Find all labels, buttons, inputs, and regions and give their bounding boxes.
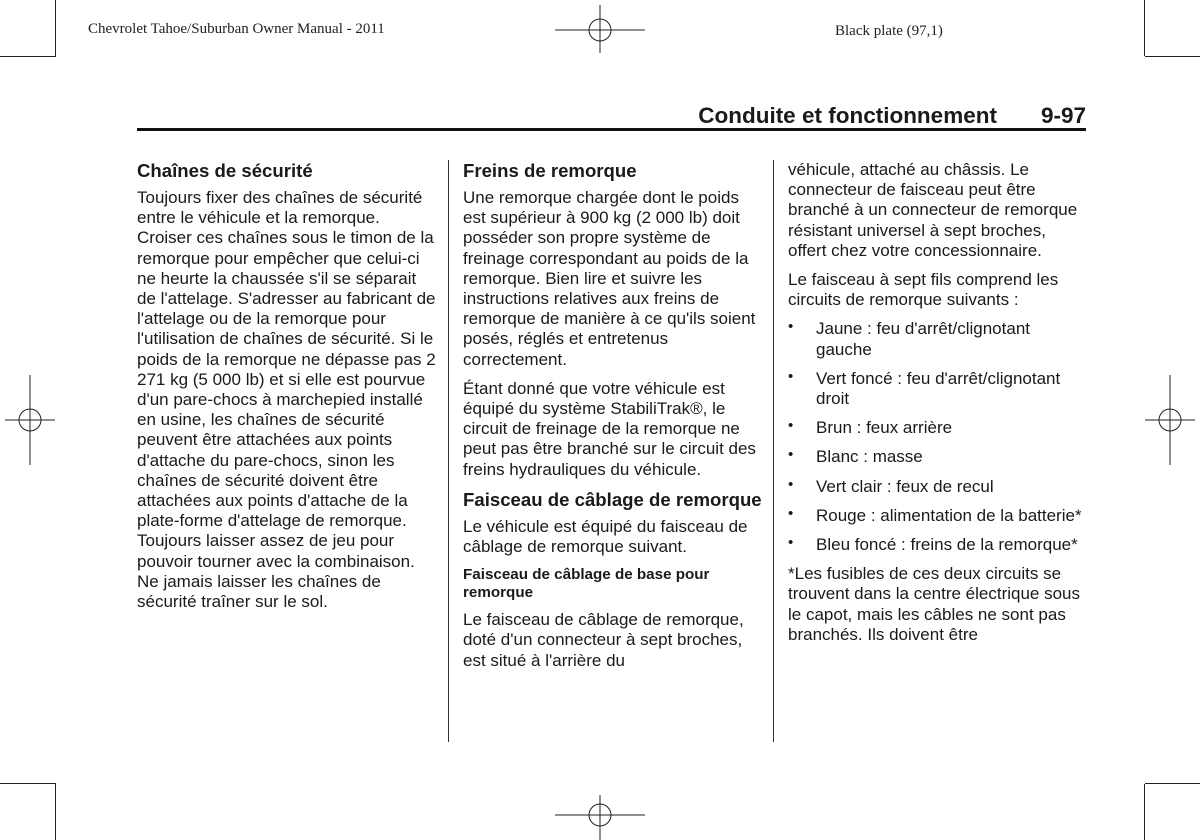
paragraph: Toujours fixer des chaînes de sécurité entre le véhicule et la remorque. Croiser ces chaînes sous le timon de la remorque pour empêcher que celui-ci ne heurte la chaussée s'il se séparait de l'attelage. S'adresser au fabricant de l'attelage ou de la remorque pour l'utilisation de chaînes de sécurité. Si le poids de la remorque ne dépasse pas 2 271 kg (5 000 lb) et si elle est pourvue d'un pare-chocs à marchepied installé en usine, les chaînes de sécurité peuvent être attachées aux points d'attache du pare-chocs, sinon les chaînes de sécurité doivent être attachées aux points d'attache de la plate-forme d'attelage de remorque. Toujours laisser assez de jeu pour pouvoir tourner avec la combinaison. Ne jamais laisser les chaînes de sécurité traîner sur le sol. [137, 188, 436, 612]
column-2 [463, 160, 763, 680]
registration-mark-icon [1145, 375, 1195, 465]
section-title: Conduite et fonctionnement [698, 103, 997, 128]
registration-mark-icon [555, 795, 645, 840]
page-number: 9-97 [1040, 103, 1086, 128]
list-item: • Bleu foncé : freins de la remorque* [788, 535, 1088, 555]
crop-mark [1144, 784, 1145, 840]
paragraph: véhicule, attaché au châssis. Le connecteur de faisceau peut être branché à un connecteur de remorque résistant universel à sept broches, offert chez votre concessionnaire. [788, 160, 1078, 260]
heading-trailer-brakes: Freins de remorque [463, 160, 637, 181]
crop-mark [1144, 0, 1145, 56]
manual-title: Chevrolet Tahoe/Suburban Owner Manual - 2011 [88, 21, 385, 37]
registration-mark-icon [555, 5, 645, 53]
heading-safety-chains: Chaînes de sécurité [137, 160, 313, 181]
list-item: • Blanc : masse [788, 447, 1088, 467]
page-header [650, 103, 1086, 129]
column-3 [788, 160, 1088, 654]
list-item: • Vert clair : feux de recul [788, 477, 1088, 497]
list-item: • Brun : feux arrière [788, 418, 1088, 438]
registration-mark-icon [5, 375, 55, 465]
list-item: • Rouge : alimentation de la batterie* [788, 506, 1088, 526]
paragraph: Une remorque chargée dont le poids est supérieur à 900 kg (2 000 lb) doit posséder son propre système de freinage correspondant au poids de la remorque. Bien lire et suivre les instructions relatives aux freins de remorque de manière à ce qu'ils soient posés, réglés et entretenus correctement. [463, 188, 756, 369]
crop-mark [0, 56, 56, 57]
column-divider [773, 160, 774, 742]
paragraph: Le faisceau à sept fils comprend les circuits de remorque suivants : [788, 270, 1059, 310]
header-rule [137, 128, 1086, 131]
paragraph: Le faisceau de câblage de remorque, doté d'un connecteur à sept broches, est situé à l'arrière du [463, 610, 744, 670]
crop-mark [1145, 783, 1200, 784]
plate-label: Black plate (97,1) [835, 23, 943, 39]
column-1 [137, 160, 437, 621]
list-item: • Jaune : feu d'arrêt/clignotant gauche [788, 319, 1088, 359]
crop-mark [1145, 56, 1200, 57]
crop-mark [55, 784, 56, 840]
crop-mark [55, 0, 56, 56]
column-divider [448, 160, 449, 742]
paragraph: *Les fusibles de ces deux circuits se trouvent dans la centre électrique sous le capot, mais les câbles ne sont pas branchés. Ils doivent être [788, 564, 1081, 644]
list-item: • Vert foncé : feu d'arrêt/clignotant droit [788, 369, 1088, 409]
paragraph: Le véhicule est équipé du faisceau de câblage de remorque suivant. [463, 516, 748, 557]
heading-wiring-harness: Faisceau de câblage de remorque [463, 488, 762, 510]
subheading-basic-harness: Faisceau de câblage de base pour remorque [463, 566, 710, 602]
paragraph: Étant donné que votre véhicule est équipé du système StabiliTrak®, le circuit de freinage de la remorque ne peut pas être branché sur le circuit des freins hydrauliques du véhicule. [463, 378, 756, 479]
crop-mark [0, 783, 56, 784]
circuit-list [788, 319, 1088, 555]
